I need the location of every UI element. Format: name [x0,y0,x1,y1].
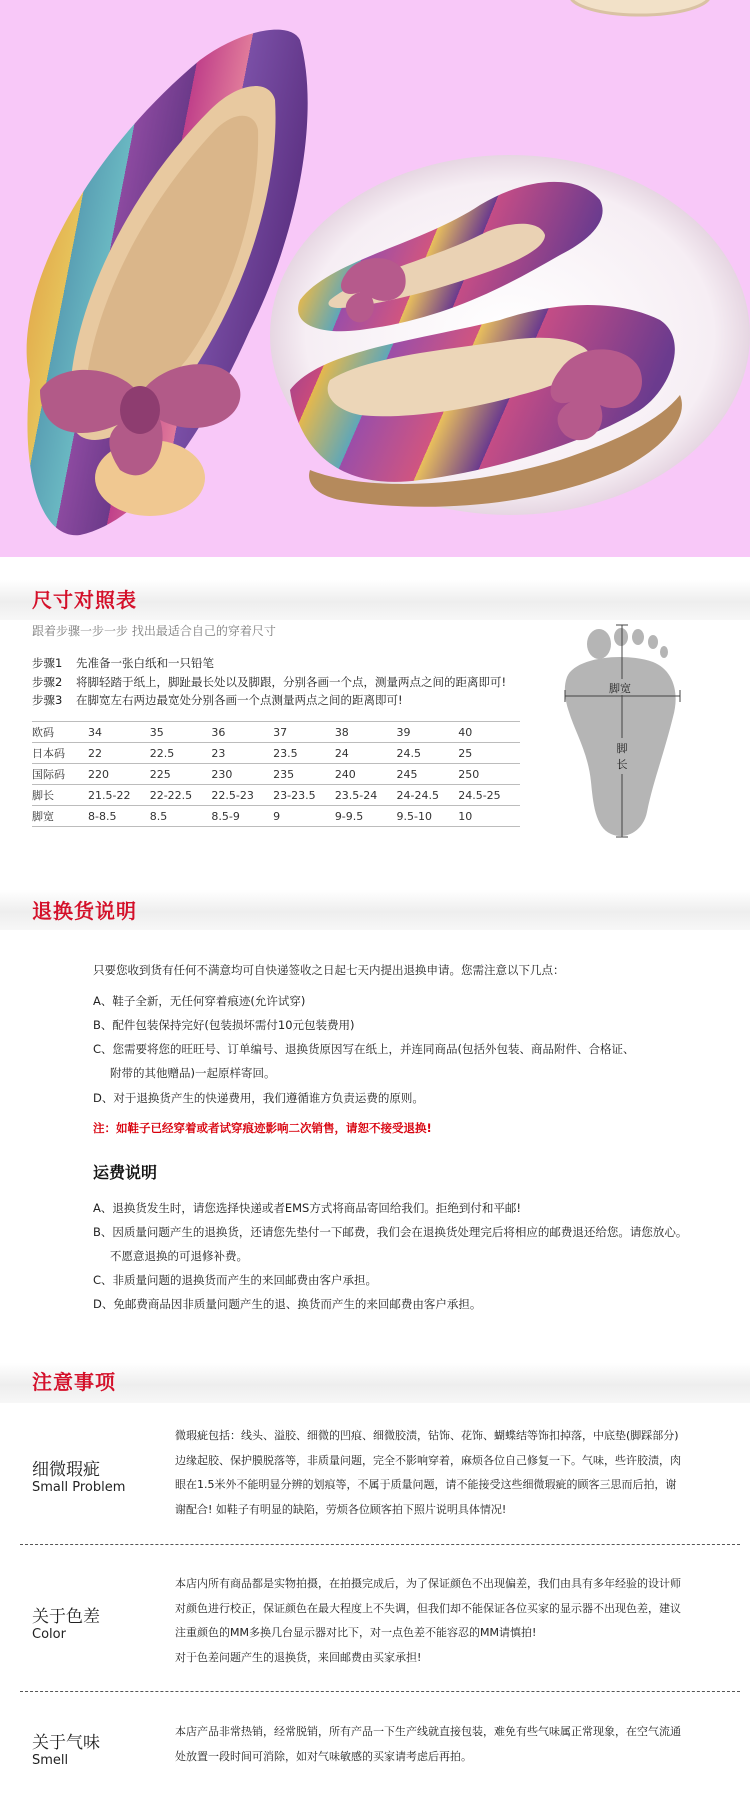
table-cell: 23.5 [273,743,335,764]
note-line: 注重颜色的MM多换几台显示器对比下，对一点色差不能容忍的MM请慎拍! [175,1626,537,1639]
note-subtitle: Smell [32,1753,69,1768]
table-cell: 39 [397,722,459,743]
measure-steps [32,654,506,710]
note-body [175,1720,730,1769]
note-line: 微瑕疵包括：线头、溢胶、细微的凹痕、细微胶渍，钻饰、花饰、蝴蝶结等饰扣掉落，中底垫(脚踩部分) [175,1429,679,1442]
return-intro: 只要您收到货有任何不满意均可自快递签收之日起七天内提出退换申请。您需注意以下几点： [93,963,565,977]
note-body [175,1424,730,1522]
table-cell: 22-22.5 [150,785,212,806]
step-text: 在脚宽左右两边最宽处分别各画一个点测量两点之间的距离即可! [76,693,403,707]
table-cell: 脚长 [32,785,88,806]
table-cell: 24.5-25 [458,785,520,806]
table-cell: 250 [458,764,520,785]
shipping-item: D、免邮费商品因非质量问题产生的退、换货而产生的来回邮费由客户承担。 [93,1297,482,1311]
return-policy-title: 退换货说明 [32,899,137,923]
table-cell: 23 [211,743,273,764]
return-item: B、配件包装保持完好(包装损坏需付10元包装费用) [93,1018,355,1032]
table-cell: 国际码 [32,764,88,785]
table-cell: 36 [211,722,273,743]
table-cell: 220 [88,764,150,785]
table-cell: 24 [335,743,397,764]
step-1 [32,654,506,673]
foot-icon [555,622,685,842]
note-line: 边缘起胶、保护膜脱落等，非质量问题，完全不影响穿着，麻烦各位自己修复一下。气味，些许胶渍，肉 [175,1453,681,1467]
table-cell: 22.5-23 [211,785,273,806]
notes-title: 注意事项 [32,1370,116,1394]
shipping-item: 不愿意退换的可退修补费。 [110,1249,248,1263]
product-photo [0,0,750,557]
table-cell: 8.5-9 [211,806,273,827]
table-cell: 240 [335,764,397,785]
return-item: A、鞋子全新，无任何穿着痕迹(允许试穿) [93,994,306,1008]
table-cell: 230 [211,764,273,785]
note-line: 谢配合! 如鞋子有明显的缺陷，劳烦各位顾客拍下照片说明具体情况! [175,1502,507,1516]
note-title: 细微瑕疵 [32,1460,100,1480]
divider [20,1544,740,1545]
foot-width-label: 脚宽 [609,682,631,695]
note-title: 关于气味 [32,1733,100,1753]
table-cell: 欧码 [32,722,88,743]
foot-measure-diagram [555,622,685,842]
foot-length-label-2: 长 [616,758,628,771]
size-chart-subtitle: 跟着步骤一步一步 找出最适合自己的穿着尺寸 [32,624,276,638]
size-chart-title: 尺寸对照表 [32,588,137,612]
table-cell: 245 [397,764,459,785]
table-cell: 235 [273,764,335,785]
shoes-illustration [0,0,750,557]
note-line: 本店内所有商品都是实物拍摄，在拍摄完成后，为了保证颜色不出现偏差，我们由具有多年经验的设计师 [175,1577,681,1590]
shipping-item: A、退换货发生时，请您选择快递或者EMS方式将商品寄回给我们。拒绝到付和平邮! [93,1201,521,1215]
step-text: 将脚轻踏于纸上，脚趾最长处以及脚跟，分别各画一个点，测量两点之间的距离即可! [76,674,507,689]
foot-length-label-1: 脚 [616,742,628,755]
table-cell: 24.5 [397,743,459,764]
table-cell: 8-8.5 [88,806,150,827]
shipping-item: B、因质量问题产生的退换货，还请您先垫付一下邮费，我们会在退换货处理完后将相应的邮费退还给您。请您放心。 [93,1225,688,1239]
step-text: 先准备一张白纸和一只铅笔 [76,656,214,670]
table-cell: 25 [458,743,520,764]
divider [20,1691,740,1692]
note-line: 处放置一段时间可消除，如对气味敏感的买家请考虑后再拍。 [175,1749,472,1763]
return-item: 附带的其他赠品)一起原样寄回。 [110,1066,276,1080]
note-subtitle: Color [32,1627,66,1642]
table-cell: 10 [458,806,520,827]
table-cell: 34 [88,722,150,743]
step-2 [32,673,506,692]
table-cell: 23.5-24 [335,785,397,806]
table-cell: 38 [335,722,397,743]
table-cell: 9.5-10 [397,806,459,827]
table-row [32,785,520,806]
step-3 [32,691,506,710]
table-row [32,743,520,764]
return-warning: 注：如鞋子已经穿着或者试穿痕迹影响二次销售，请恕不接受退换! [93,1121,432,1135]
table-cell: 23-23.5 [273,785,335,806]
shipping-item: C、非质量问题的退换货而产生的来回邮费由客户承担。 [93,1273,378,1287]
step-label: 步骤2 [32,674,63,689]
table-cell: 22 [88,743,150,764]
table-cell: 日本码 [32,743,88,764]
note-body [175,1572,730,1670]
table-cell: 24-24.5 [397,785,459,806]
table-cell: 40 [458,722,520,743]
note-line: 眼在1.5米外不能明显分辨的划痕等，不属于质量问题，请不能接受这些细微瑕疵的顾客三思而后拍，谢 [175,1478,677,1491]
table-cell: 37 [273,722,335,743]
table-cell: 21.5-22 [88,785,150,806]
table-cell: 35 [150,722,212,743]
note-line: 对于色差问题产生的退换货，来回邮费由买家承担! [175,1650,422,1664]
table-cell: 22.5 [150,743,212,764]
table-cell: 225 [150,764,212,785]
table-row [32,764,520,785]
table-cell: 9 [273,806,335,827]
table-row [32,806,520,827]
shipping-title: 运费说明 [93,1163,158,1182]
step-label: 步骤3 [32,693,63,707]
note-line: 本店产品非常热销，经常脱销，所有产品一下生产线就直接包装，难免有些气味属正常现象，在空气流通 [175,1725,681,1738]
step-label: 步骤1 [32,656,63,670]
size-table [32,721,520,827]
note-subtitle: Small Problem [32,1480,126,1495]
table-row [32,722,520,743]
note-title: 关于色差 [32,1607,100,1627]
table-cell: 8.5 [150,806,212,827]
return-item: C、您需要将您的旺旺号、订单编号、退换货原因写在纸上，并连同商品(包括外包装、商品附件、合格证、 [93,1042,635,1056]
note-line: 对颜色进行校正，保证颜色在最大程度上不失调，但我们却不能保证各位买家的显示器不出现色差，建议 [175,1601,681,1615]
return-item: D、对于退换货产生的快递费用，我们遵循谁方负责运费的原则。 [93,1091,424,1105]
table-cell: 脚宽 [32,806,88,827]
table-cell: 9-9.5 [335,806,397,827]
